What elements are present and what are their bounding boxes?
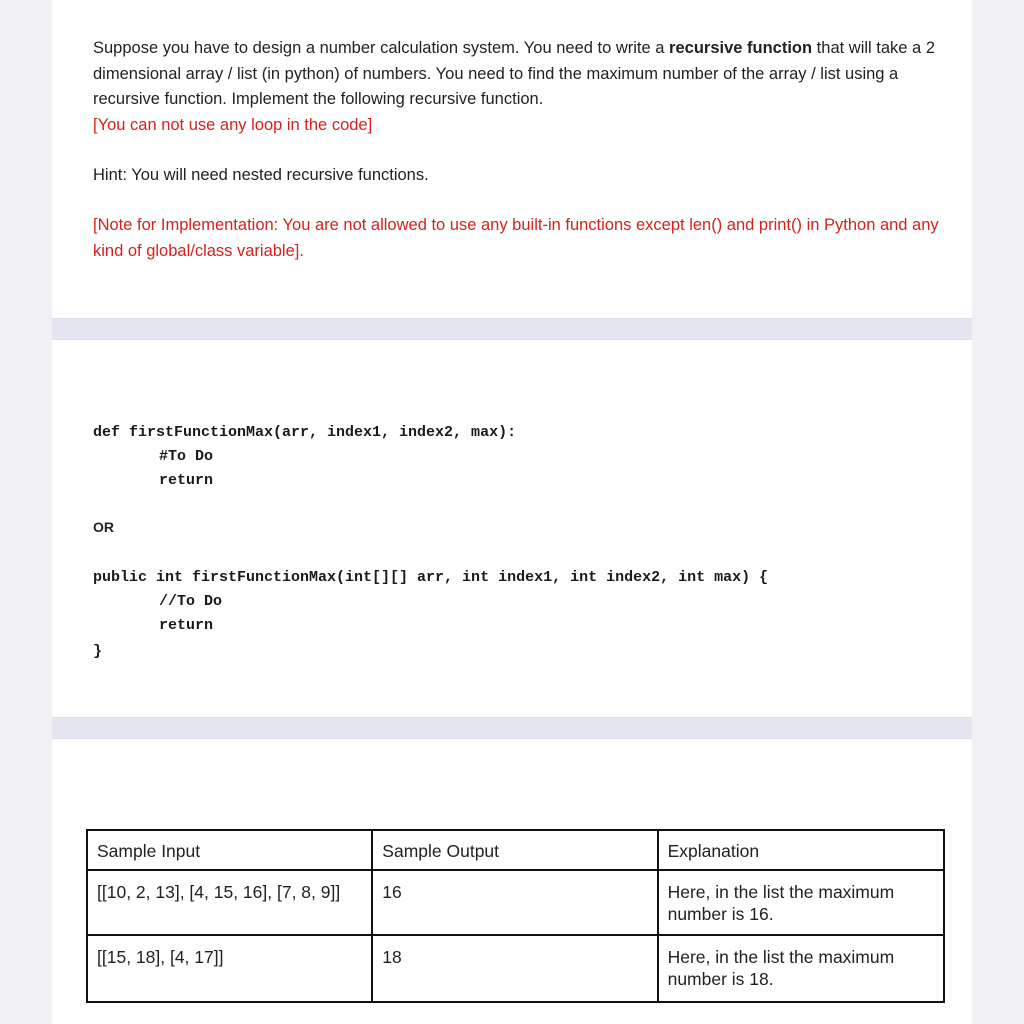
sample-output-cell: 18 [372, 935, 657, 1002]
sample-output-cell: 16 [372, 870, 657, 935]
table-row [87, 935, 944, 1002]
sample-input-cell: [[10, 2, 13], [4, 15, 16], [7, 8, 9]] [87, 870, 372, 935]
python-todo-comment: #To Do [159, 448, 214, 465]
explanation-cell: Here, in the list the maximum number is 16. [658, 870, 944, 935]
intro-bold-text: recursive function [669, 39, 813, 57]
no-loop-note: [You can not use any loop in the code] [93, 115, 373, 134]
or-label: OR [93, 519, 114, 535]
header-sample-input: Sample Input [87, 830, 372, 870]
header-explanation: Explanation [658, 830, 944, 870]
java-return: return [159, 617, 214, 634]
header-sample-output: Sample Output [372, 830, 657, 870]
intro-text: Suppose you have to design a number calculation system. You need to write a [93, 39, 670, 57]
section-divider [52, 318, 972, 340]
java-signature: public int firstFunctionMax(int[][] arr, int index1, int index2, int max) { [93, 569, 769, 586]
problem-intro [93, 36, 953, 138]
java-closing-brace: } [93, 643, 103, 660]
python-signature: def firstFunctionMax(arr, index1, index2, max): [93, 424, 517, 441]
table-row [87, 870, 944, 935]
section-divider [52, 717, 972, 739]
hint-text: Hint: You will need nested recursive functions. [93, 166, 429, 184]
sample-table [86, 829, 945, 1003]
intro-text-continued: that will take a 2 dimensional array / list (in python) of numbers. You need to find the maximum number of the array / list using a recursive function. Implement the following recursive function. [93, 39, 935, 108]
java-todo-comment: //To Do [159, 593, 223, 610]
explanation-cell: Here, in the list the maximum number is 18. [658, 935, 944, 1002]
sample-input-cell: [[15, 18], [4, 17]] [87, 935, 372, 1002]
table-header-row [87, 830, 944, 870]
implementation-note: [Note for Implementation: You are not allowed to use any built-in functions except len() and print() in Python and any kind of global/class variable]. [93, 216, 939, 260]
python-return: return [159, 472, 214, 489]
